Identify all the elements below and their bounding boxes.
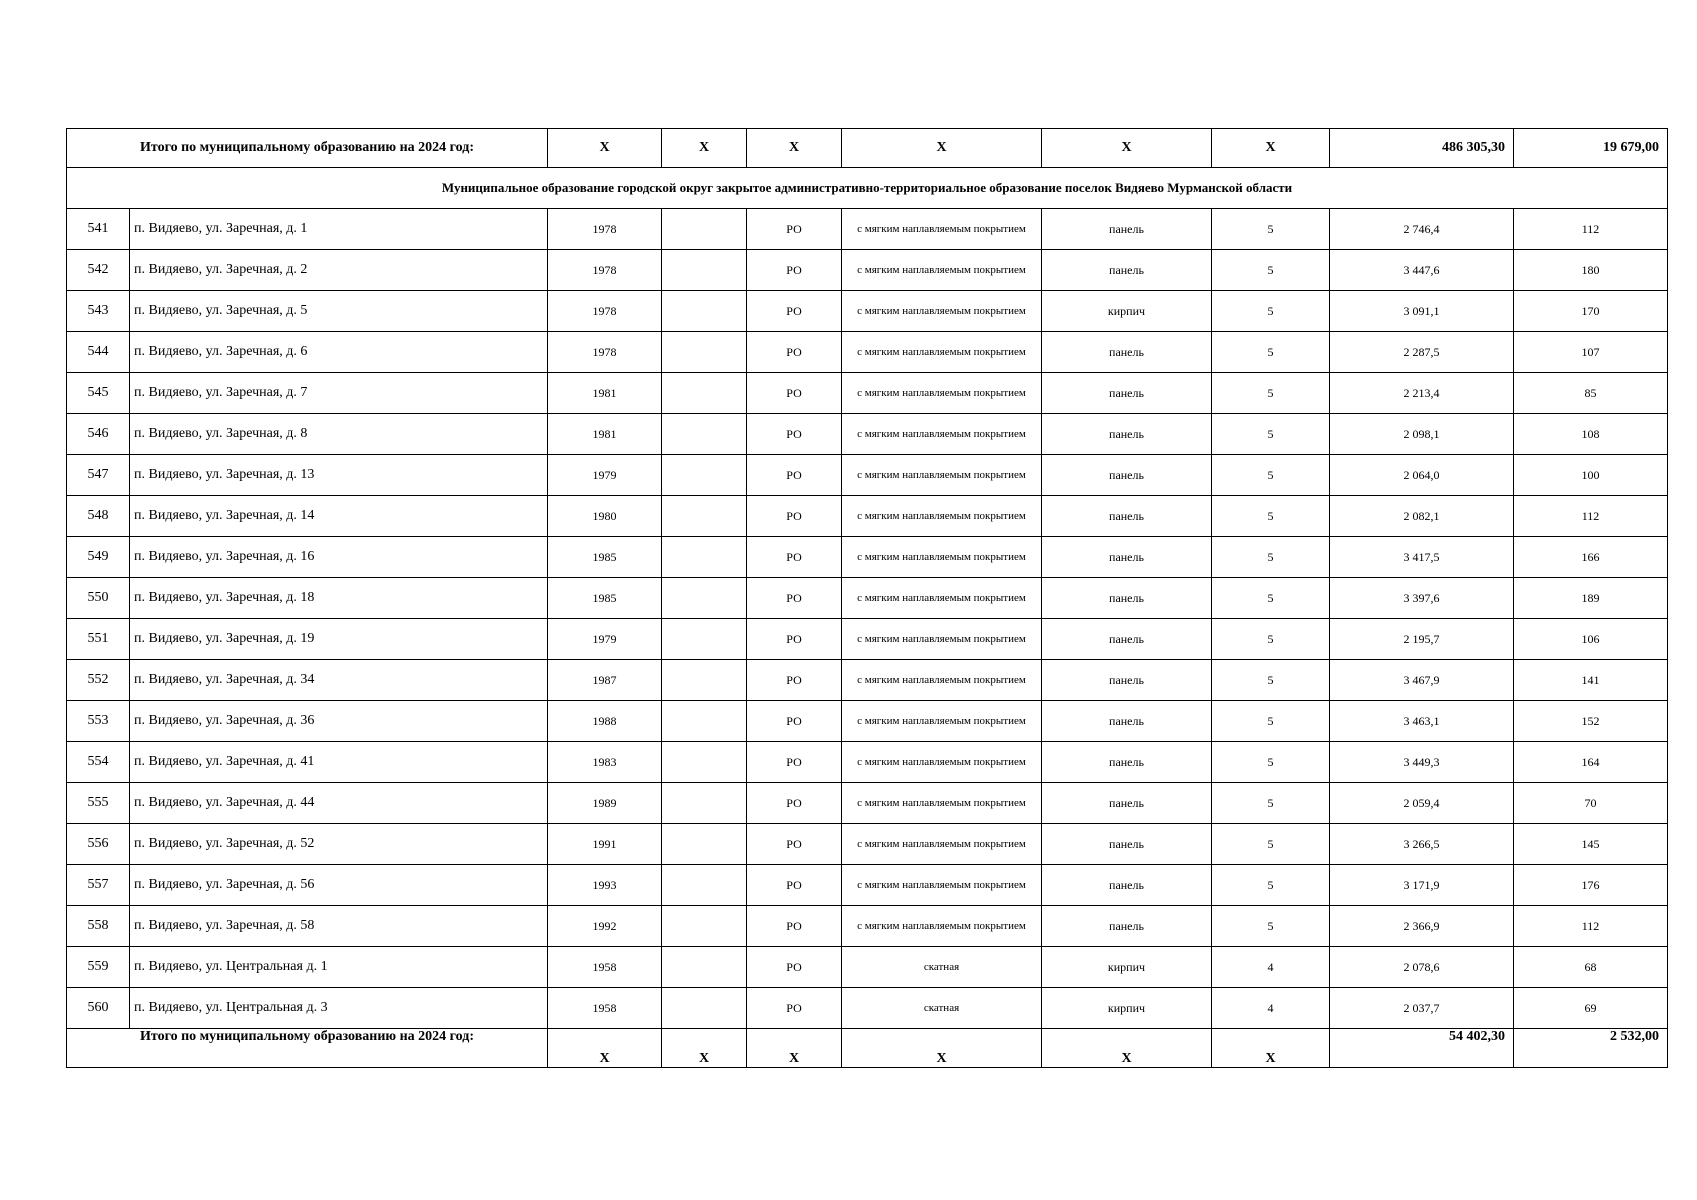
row-residents: 152 [1514, 701, 1668, 742]
total-x-mark: X [662, 129, 747, 168]
row-empty-cell [662, 865, 747, 906]
section-title: Муниципальное образование городской округ закрытое административно-территориальное образование поселок Видяево Мурманской области [67, 168, 1668, 209]
total-x-mark: X [1042, 129, 1212, 168]
row-address: п. Видяево, ул. Заречная, д. 58 [130, 906, 548, 947]
row-floors: 5 [1212, 250, 1330, 291]
row-residents: 107 [1514, 332, 1668, 373]
row-number: 552 [67, 660, 130, 701]
total-x-mark: X [548, 129, 662, 168]
row-area: 2 213,4 [1330, 373, 1514, 414]
row-area: 3 266,5 [1330, 824, 1514, 865]
row-roof-type: с мягким наплавляемым покрытием [842, 414, 1042, 455]
table-row [67, 291, 1668, 332]
row-address: п. Видяево, ул. Заречная, д. 34 [130, 660, 548, 701]
total-label: Итого по муниципальному образованию на 2024 год: [67, 129, 548, 168]
row-empty-cell [662, 906, 747, 947]
row-area: 2 746,4 [1330, 209, 1514, 250]
row-empty-cell [662, 291, 747, 332]
row-roof-type: с мягким наплавляемым покрытием [842, 537, 1042, 578]
row-number: 545 [67, 373, 130, 414]
row-empty-cell [662, 332, 747, 373]
row-area: 2 078,6 [1330, 947, 1514, 988]
row-number: 542 [67, 250, 130, 291]
row-year: 1983 [548, 742, 662, 783]
row-ro: РО [747, 906, 842, 947]
row-ro: РО [747, 250, 842, 291]
row-floors: 5 [1212, 783, 1330, 824]
row-floors: 5 [1212, 578, 1330, 619]
row-wall-material: кирпич [1042, 988, 1212, 1029]
row-number: 541 [67, 209, 130, 250]
row-year: 1958 [548, 947, 662, 988]
row-empty-cell [662, 250, 747, 291]
row-roof-type: с мягким наплавляемым покрытием [842, 660, 1042, 701]
row-ro: РО [747, 783, 842, 824]
row-residents: 68 [1514, 947, 1668, 988]
row-residents: 70 [1514, 783, 1668, 824]
row-empty-cell [662, 947, 747, 988]
row-ro: РО [747, 619, 842, 660]
row-wall-material: панель [1042, 496, 1212, 537]
row-empty-cell [662, 414, 747, 455]
row-area: 3 417,5 [1330, 537, 1514, 578]
row-wall-material: кирпич [1042, 947, 1212, 988]
row-floors: 4 [1212, 988, 1330, 1029]
row-empty-cell [662, 701, 747, 742]
row-address: п. Видяево, ул. Заречная, д. 14 [130, 496, 548, 537]
row-empty-cell [662, 578, 747, 619]
row-wall-material: панель [1042, 455, 1212, 496]
row-area: 3 447,6 [1330, 250, 1514, 291]
row-year: 1958 [548, 988, 662, 1029]
row-year: 1985 [548, 537, 662, 578]
table-row [67, 496, 1668, 537]
table-row [67, 455, 1668, 496]
row-residents: 112 [1514, 496, 1668, 537]
row-number: 554 [67, 742, 130, 783]
row-ro: РО [747, 701, 842, 742]
row-address: п. Видяево, ул. Заречная, д. 8 [130, 414, 548, 455]
row-wall-material: панель [1042, 578, 1212, 619]
row-residents: 166 [1514, 537, 1668, 578]
row-roof-type: с мягким наплавляемым покрытием [842, 250, 1042, 291]
row-roof-type: с мягким наплавляемым покрытием [842, 783, 1042, 824]
row-empty-cell [662, 824, 747, 865]
row-year: 1978 [548, 209, 662, 250]
total-label: Итого по муниципальному образованию на 2024 год: [67, 1029, 548, 1068]
row-address: п. Видяево, ул. Заречная, д. 44 [130, 783, 548, 824]
row-year: 1978 [548, 250, 662, 291]
row-floors: 5 [1212, 373, 1330, 414]
row-wall-material: панель [1042, 906, 1212, 947]
row-empty-cell [662, 783, 747, 824]
row-area: 2 037,7 [1330, 988, 1514, 1029]
row-area: 3 091,1 [1330, 291, 1514, 332]
row-residents: 189 [1514, 578, 1668, 619]
table-body [67, 129, 1668, 1068]
total-x-mark: X [747, 1029, 842, 1068]
table-row [67, 660, 1668, 701]
row-address: п. Видяево, ул. Заречная, д. 6 [130, 332, 548, 373]
row-address: п. Видяево, ул. Заречная, д. 5 [130, 291, 548, 332]
row-year: 1981 [548, 373, 662, 414]
row-wall-material: панель [1042, 332, 1212, 373]
row-ro: РО [747, 373, 842, 414]
top-total-row [67, 129, 1668, 168]
row-empty-cell [662, 660, 747, 701]
row-roof-type: скатная [842, 947, 1042, 988]
row-roof-type: с мягким наплавляемым покрытием [842, 742, 1042, 783]
row-empty-cell [662, 742, 747, 783]
row-year: 1981 [548, 414, 662, 455]
row-year: 1979 [548, 455, 662, 496]
row-floors: 5 [1212, 619, 1330, 660]
table-row [67, 619, 1668, 660]
row-empty-cell [662, 373, 747, 414]
row-residents: 100 [1514, 455, 1668, 496]
row-area: 3 463,1 [1330, 701, 1514, 742]
section-header-row [67, 168, 1668, 209]
row-number: 543 [67, 291, 130, 332]
row-address: п. Видяево, ул. Заречная, д. 7 [130, 373, 548, 414]
row-floors: 5 [1212, 209, 1330, 250]
total-x-mark: X [842, 1029, 1042, 1068]
row-year: 1978 [548, 291, 662, 332]
row-address: п. Видяево, ул. Заречная, д. 2 [130, 250, 548, 291]
row-roof-type: с мягким наплавляемым покрытием [842, 701, 1042, 742]
row-year: 1993 [548, 865, 662, 906]
row-number: 560 [67, 988, 130, 1029]
row-year: 1980 [548, 496, 662, 537]
table-row [67, 988, 1668, 1029]
row-residents: 176 [1514, 865, 1668, 906]
row-number: 559 [67, 947, 130, 988]
row-roof-type: с мягким наплавляемым покрытием [842, 578, 1042, 619]
row-floors: 5 [1212, 701, 1330, 742]
row-address: п. Видяево, ул. Заречная, д. 18 [130, 578, 548, 619]
total-residents: 2 532,00 [1514, 1029, 1668, 1068]
row-roof-type: с мягким наплавляемым покрытием [842, 619, 1042, 660]
total-area: 54 402,30 [1330, 1029, 1514, 1068]
row-address: п. Видяево, ул. Заречная, д. 19 [130, 619, 548, 660]
row-year: 1991 [548, 824, 662, 865]
row-year: 1992 [548, 906, 662, 947]
row-number: 544 [67, 332, 130, 373]
row-ro: РО [747, 209, 842, 250]
row-area: 2 098,1 [1330, 414, 1514, 455]
row-area: 2 366,9 [1330, 906, 1514, 947]
row-ro: РО [747, 455, 842, 496]
row-floors: 5 [1212, 742, 1330, 783]
table-row [67, 209, 1668, 250]
table-row [67, 537, 1668, 578]
row-roof-type: с мягким наплавляемым покрытием [842, 496, 1042, 537]
row-residents: 112 [1514, 209, 1668, 250]
row-floors: 5 [1212, 537, 1330, 578]
row-wall-material: панель [1042, 250, 1212, 291]
row-empty-cell [662, 455, 747, 496]
row-area: 2 195,7 [1330, 619, 1514, 660]
row-number: 557 [67, 865, 130, 906]
row-ro: РО [747, 537, 842, 578]
table-row [67, 373, 1668, 414]
row-ro: РО [747, 742, 842, 783]
total-x-mark: X [662, 1029, 747, 1068]
row-residents: 112 [1514, 906, 1668, 947]
row-wall-material: панель [1042, 824, 1212, 865]
row-residents: 141 [1514, 660, 1668, 701]
row-floors: 5 [1212, 414, 1330, 455]
row-ro: РО [747, 578, 842, 619]
row-area: 3 467,9 [1330, 660, 1514, 701]
row-wall-material: панель [1042, 701, 1212, 742]
row-year: 1978 [548, 332, 662, 373]
total-residents: 19 679,00 [1514, 129, 1668, 168]
row-roof-type: с мягким наплавляемым покрытием [842, 291, 1042, 332]
row-year: 1987 [548, 660, 662, 701]
row-ro: РО [747, 291, 842, 332]
row-floors: 4 [1212, 947, 1330, 988]
row-address: п. Видяево, ул. Центральная д. 3 [130, 988, 548, 1029]
row-number: 548 [67, 496, 130, 537]
row-ro: РО [747, 988, 842, 1029]
total-x-mark: X [1212, 1029, 1330, 1068]
row-floors: 5 [1212, 496, 1330, 537]
row-year: 1985 [548, 578, 662, 619]
row-wall-material: панель [1042, 619, 1212, 660]
row-address: п. Видяево, ул. Заречная, д. 36 [130, 701, 548, 742]
row-ro: РО [747, 947, 842, 988]
row-address: п. Видяево, ул. Заречная, д. 41 [130, 742, 548, 783]
row-wall-material: панель [1042, 742, 1212, 783]
row-number: 555 [67, 783, 130, 824]
row-number: 556 [67, 824, 130, 865]
row-number: 558 [67, 906, 130, 947]
table-row [67, 578, 1668, 619]
row-floors: 5 [1212, 660, 1330, 701]
row-wall-material: панель [1042, 783, 1212, 824]
row-residents: 180 [1514, 250, 1668, 291]
table-row [67, 332, 1668, 373]
row-number: 546 [67, 414, 130, 455]
row-floors: 5 [1212, 291, 1330, 332]
row-number: 547 [67, 455, 130, 496]
row-address: п. Видяево, ул. Заречная, д. 1 [130, 209, 548, 250]
row-wall-material: кирпич [1042, 291, 1212, 332]
row-residents: 145 [1514, 824, 1668, 865]
row-empty-cell [662, 619, 747, 660]
row-ro: РО [747, 332, 842, 373]
row-address: п. Видяево, ул. Заречная, д. 13 [130, 455, 548, 496]
row-wall-material: панель [1042, 537, 1212, 578]
row-floors: 5 [1212, 455, 1330, 496]
row-residents: 106 [1514, 619, 1668, 660]
total-x-mark: X [1212, 129, 1330, 168]
row-number: 549 [67, 537, 130, 578]
row-year: 1989 [548, 783, 662, 824]
row-residents: 170 [1514, 291, 1668, 332]
row-residents: 69 [1514, 988, 1668, 1029]
row-roof-type: с мягким наплавляемым покрытием [842, 865, 1042, 906]
row-empty-cell [662, 209, 747, 250]
total-x-mark: X [1042, 1029, 1212, 1068]
row-area: 3 171,9 [1330, 865, 1514, 906]
table-row [67, 783, 1668, 824]
row-roof-type: с мягким наплавляемым покрытием [842, 824, 1042, 865]
row-ro: РО [747, 865, 842, 906]
row-roof-type: с мягким наплавляемым покрытием [842, 373, 1042, 414]
row-floors: 5 [1212, 865, 1330, 906]
row-ro: РО [747, 496, 842, 537]
row-floors: 5 [1212, 824, 1330, 865]
row-ro: РО [747, 824, 842, 865]
row-ro: РО [747, 660, 842, 701]
table-row [67, 947, 1668, 988]
row-wall-material: панель [1042, 660, 1212, 701]
total-x-mark: X [747, 129, 842, 168]
row-year: 1979 [548, 619, 662, 660]
row-roof-type: скатная [842, 988, 1042, 1029]
row-empty-cell [662, 537, 747, 578]
row-number: 553 [67, 701, 130, 742]
row-number: 550 [67, 578, 130, 619]
bottom-total-row [67, 1029, 1668, 1068]
row-empty-cell [662, 988, 747, 1029]
row-area: 2 064,0 [1330, 455, 1514, 496]
row-residents: 164 [1514, 742, 1668, 783]
table-row [67, 906, 1668, 947]
row-area: 3 397,6 [1330, 578, 1514, 619]
row-area: 2 082,1 [1330, 496, 1514, 537]
row-floors: 5 [1212, 906, 1330, 947]
row-address: п. Видяево, ул. Заречная, д. 16 [130, 537, 548, 578]
row-ro: РО [747, 414, 842, 455]
table-row [67, 414, 1668, 455]
row-empty-cell [662, 496, 747, 537]
row-year: 1988 [548, 701, 662, 742]
row-area: 3 449,3 [1330, 742, 1514, 783]
table-row [67, 865, 1668, 906]
table-row [67, 742, 1668, 783]
total-x-mark: X [842, 129, 1042, 168]
row-roof-type: с мягким наплавляемым покрытием [842, 209, 1042, 250]
row-address: п. Видяево, ул. Заречная, д. 52 [130, 824, 548, 865]
row-floors: 5 [1212, 332, 1330, 373]
row-wall-material: панель [1042, 373, 1212, 414]
total-area: 486 305,30 [1330, 129, 1514, 168]
table-row [67, 250, 1668, 291]
row-area: 2 287,5 [1330, 332, 1514, 373]
table-row [67, 701, 1668, 742]
housing-registry-table [66, 128, 1668, 1068]
table-row [67, 824, 1668, 865]
row-address: п. Видяево, ул. Заречная, д. 56 [130, 865, 548, 906]
row-residents: 85 [1514, 373, 1668, 414]
row-roof-type: с мягким наплавляемым покрытием [842, 455, 1042, 496]
row-roof-type: с мягким наплавляемым покрытием [842, 906, 1042, 947]
row-roof-type: с мягким наплавляемым покрытием [842, 332, 1042, 373]
row-area: 2 059,4 [1330, 783, 1514, 824]
row-address: п. Видяево, ул. Центральная д. 1 [130, 947, 548, 988]
row-residents: 108 [1514, 414, 1668, 455]
row-wall-material: панель [1042, 209, 1212, 250]
row-wall-material: панель [1042, 414, 1212, 455]
total-x-mark: X [548, 1029, 662, 1068]
row-number: 551 [67, 619, 130, 660]
row-wall-material: панель [1042, 865, 1212, 906]
